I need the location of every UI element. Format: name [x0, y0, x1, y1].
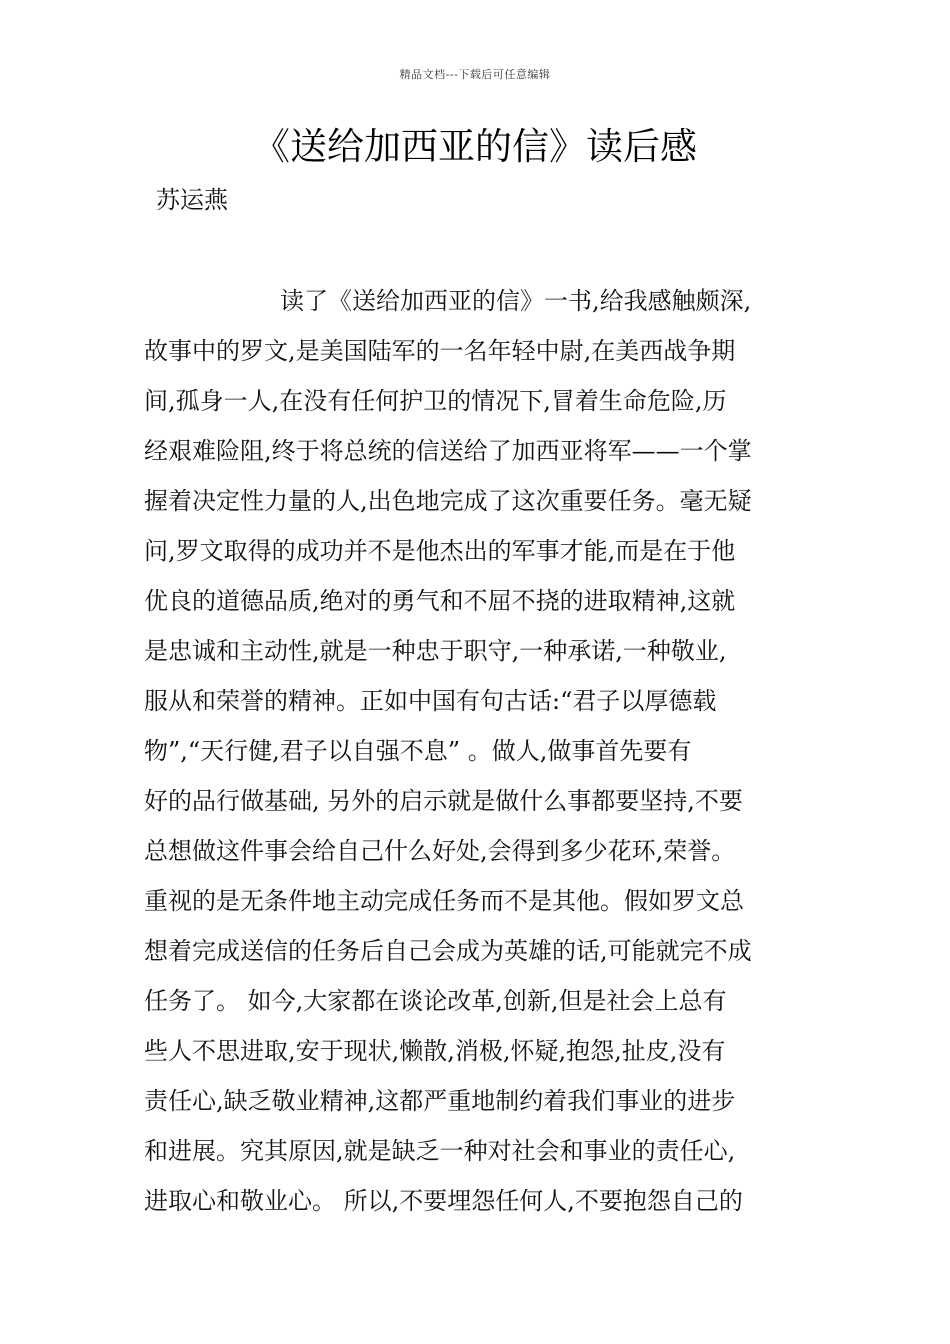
body-line: 重视的是无条件地主动完成任务而不是其他。假如罗文总 — [144, 887, 744, 915]
body-line: 好的品行做基础, 另外的启示就是做什么事都要坚持,不要 — [144, 787, 743, 815]
document-title: 《送给加西亚的信》读后感 — [253, 125, 697, 168]
document-body — [144, 276, 808, 1326]
body-line: 读了《送给加西亚的信》一书,给我感触颇深, — [280, 287, 752, 315]
body-line: 服从和荣誉的精神。正如中国有句古话:“君子以厚德载 — [144, 687, 717, 715]
body-line: 些人不思进取,安于现状,懒散,消极,怀疑,抱怨,扯皮,没有 — [144, 1037, 726, 1065]
body-line: 问,罗文取得的成功并不是他杰出的军事才能,而是在于他 — [144, 537, 736, 565]
body-line: 任务了。 如今,大家都在谈论改革,创新,但是社会上总有 — [144, 987, 727, 1015]
document-author: 苏运燕 — [156, 186, 228, 214]
body-line: 故事中的罗文,是美国陆军的一名年轻中尉,在美西战争期 — [144, 337, 736, 365]
body-line: 间,孤身一人,在没有任何护卫的情况下,冒着生命危险,历 — [144, 387, 727, 415]
body-line: 是忠诚和主动性,就是一种忠于职守,一种承诺,一种敬业, — [144, 637, 727, 665]
body-line: 优良的道德品质,绝对的勇气和不屈不挠的进取精神,这就 — [144, 587, 736, 615]
body-line: 和进展。究其原因,就是缺乏一种对社会和事业的责任心, — [144, 1137, 736, 1165]
body-line: 物”,“天行健,君子以自强不息” 。做人,做事首先要有 — [144, 737, 692, 765]
body-line: 总想做这件事会给自己什么好处,会得到多少花环,荣誉。 — [144, 837, 736, 865]
header-note: 精品文档---下载后可任意编辑 — [399, 68, 551, 81]
body-line: 握着决定性力量的人,出色地完成了这次重要任务。毫无疑 — [144, 487, 752, 515]
body-line: 进取心和敬业心。 所以,不要埋怨任何人,不要抱怨自己的 — [144, 1187, 743, 1215]
body-line: 经艰难险阻,终于将总统的信送给了加西亚将军——一个掌 — [144, 437, 752, 465]
body-line: 想着完成送信的任务后自己会成为英雄的话,可能就完不成 — [144, 937, 752, 965]
body-line: 责任心,缺乏敬业精神,这都严重地制约着我们事业的进步 — [144, 1087, 736, 1115]
